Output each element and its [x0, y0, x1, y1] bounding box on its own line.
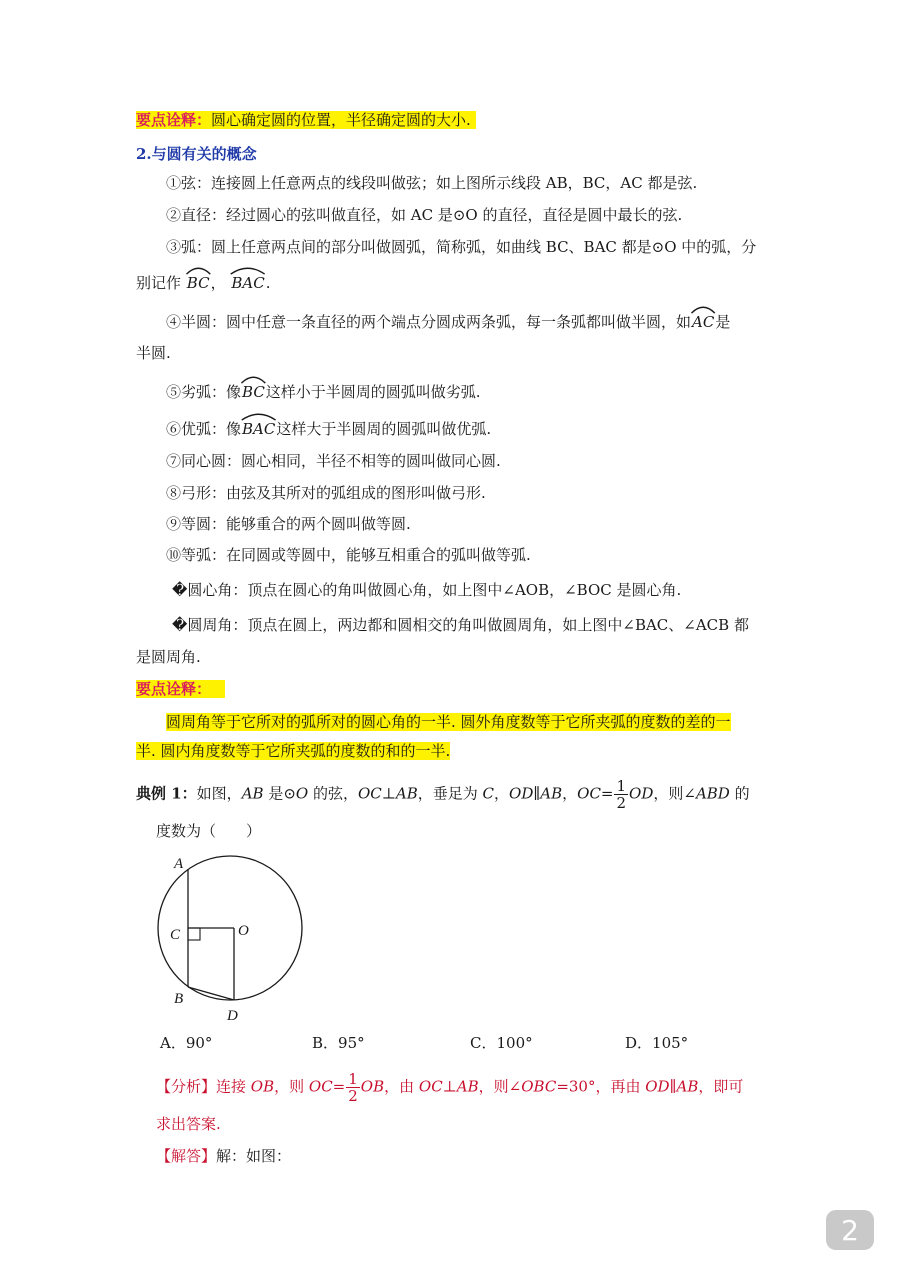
arc-bc-text: BC — [186, 274, 210, 292]
arc-bc-notation — [186, 273, 211, 293]
answer-line — [156, 1146, 291, 1166]
label-a: A — [174, 856, 184, 872]
minor-arc-text: BC — [242, 383, 265, 401]
item-semicircle-line2: 半圆. — [136, 344, 171, 362]
item-chord: ①弦：连接圆上任意两点的线段叫做弦；如上图所示线段 AB，BC，AC 都是弦. — [166, 174, 698, 192]
answer-label: 【解答】 — [156, 1147, 217, 1165]
item-arc-line1: ③弧：圆上任意两点间的部分叫做圆弧，简称弧，如曲线 BC、BAC 都是⊙O 中的弧，分 — [166, 238, 757, 256]
arc-separator: ， — [210, 274, 226, 292]
arc-ac-notation — [691, 312, 715, 332]
option-a: A．90° — [160, 1034, 213, 1052]
key-note-2-label: 要点诠释： — [136, 679, 225, 699]
circle-figure — [150, 848, 310, 1028]
label-d: D — [227, 1008, 238, 1024]
right-angle-mark — [188, 928, 200, 940]
item-concentric: ⑦同心圆：圆心相同，半径不相等的圆叫做同心圆. — [166, 452, 501, 470]
arc-ac-text: AC — [692, 313, 715, 331]
example-1-line2: 度数为（ ） — [156, 822, 262, 840]
item-segment: ⑧弓形：由弦及其所对的弧组成的图形叫做弓形. — [166, 484, 486, 502]
example-label: 典例 1： — [136, 784, 197, 803]
item-semicircle — [166, 312, 730, 332]
key-note-2-line2: 半. 圆内角度数等于它所夹弧的度数的和的一半. — [136, 742, 451, 760]
arc-bac-text: BAC — [231, 274, 265, 292]
label-o: O — [238, 923, 249, 939]
arc-bac-notation — [230, 273, 265, 293]
item-equal-circles: ⑨等圆：能够重合的两个圆叫做等圆. — [166, 515, 411, 533]
option-b: B．95° — [312, 1034, 365, 1052]
arc-line2-prefix: 别记作 — [136, 274, 182, 292]
semi-suffix: 是 — [715, 313, 731, 331]
minor-suffix: 这样小于半圆周的圆弧叫做劣弧. — [265, 383, 481, 401]
semi-prefix: ④半圆：圆中任意一条直径的两个端点分圆成两条弧，每一条弧都叫做半圆，如 — [166, 313, 692, 331]
key-note-1 — [136, 110, 476, 130]
analysis-line2: 求出答案. — [156, 1115, 221, 1133]
analysis-line1: 【分析】连接 OB，则 OC= $\frac{1}{2}$ OB，由 OC⊥AB，则∠OBC=30°，再由 OD∥AB，即可 — [156, 1070, 744, 1105]
option-c: C．100° — [470, 1034, 533, 1052]
minor-arc-notation — [241, 382, 266, 402]
option-d: D．105° — [625, 1034, 689, 1052]
fraction-half: $\frac{1}{2}$ — [616, 777, 627, 812]
major-prefix: ⑥优弧：像 — [166, 420, 242, 438]
answer-text: 解：如图： — [216, 1147, 292, 1165]
key-note-2-line1: 圆周角等于它所对的弧所对的圆心角的一半. 圆外角度数等于它所夹弧的度数的差的一 — [166, 713, 731, 731]
item-central-angle: �圆心角：顶点在圆心的角叫做圆心角，如上图中∠AOB，∠BOC 是圆心角. — [172, 581, 682, 599]
minor-prefix: ⑤劣弧：像 — [166, 383, 242, 401]
section-title: 2.与圆有关的概念 — [136, 145, 257, 163]
major-suffix: 这样大于半圆周的圆弧叫做优弧. — [276, 420, 492, 438]
item-inscribed-angle-line2: 是圆周角. — [136, 648, 201, 666]
item-equal-arcs: ⑩等弧：在同圆或等圆中，能够互相重合的弧叫做等弧. — [166, 546, 531, 564]
item-arc-line2 — [136, 273, 271, 293]
item-minor-arc — [166, 382, 481, 402]
arc-end: . — [265, 274, 271, 292]
major-arc-text: BAC — [242, 420, 276, 438]
major-arc-notation — [241, 419, 276, 439]
analysis-label: 【分析】 — [156, 1077, 217, 1096]
page-number-badge: 2 — [826, 1210, 874, 1250]
example-1-line1: 典例 1：如图，AB 是⊙O 的弦，OC⊥AB，垂足为 C，OD∥AB，OC= $\frac{1}{2}$ OD，则∠ABD 的 — [136, 777, 750, 812]
item-diameter: ②直径：经过圆心的弦叫做直径，如 AC 是⊙O 的直径，直径是圆中最长的弦. — [166, 206, 683, 224]
item-major-arc — [166, 419, 491, 439]
item-inscribed-angle: �圆周角：顶点在圆上，两边都和圆相交的角叫做圆周角，如上图中∠BAC、∠ACB 都 — [172, 616, 749, 634]
label-c: C — [170, 927, 181, 943]
key-note-text: 圆心确定圆的位置，半径确定圆的大小. — [211, 111, 471, 129]
analysis-fraction: $\frac{1}{2}$ — [348, 1070, 358, 1105]
label-b: B — [174, 991, 184, 1007]
key-note-label: 要点诠释： — [136, 111, 212, 129]
